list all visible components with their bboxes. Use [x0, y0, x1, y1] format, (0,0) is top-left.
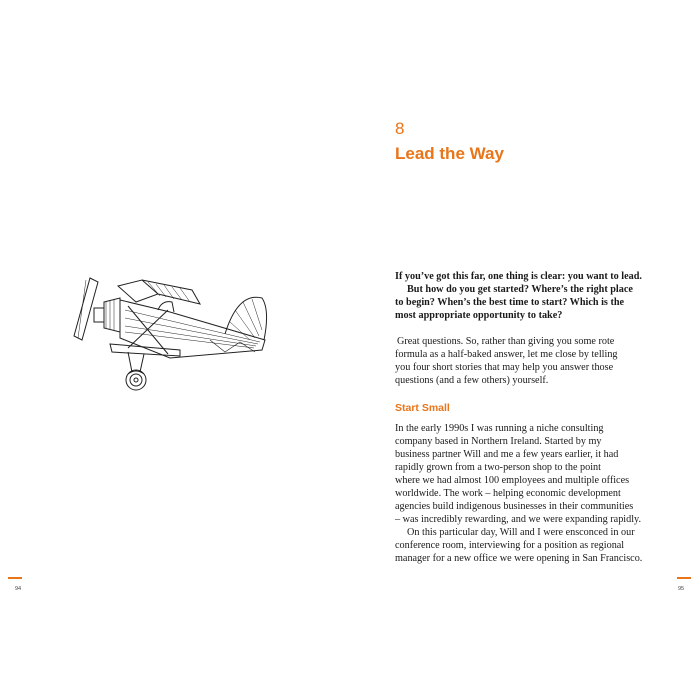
- intro-line: If you’ve got this far, one thing is clear: you want to lead.: [395, 271, 642, 282]
- intro-line: But how do you get started? Where’s the right place: [407, 284, 633, 295]
- intro-paragraph: [395, 270, 685, 322]
- paragraph-line: On this particular day, Will and I were ensconced in our: [407, 527, 635, 538]
- paragraph-start-small: [395, 422, 685, 565]
- paragraph-great-questions: [395, 335, 685, 387]
- paragraph-line: conference room, interviewing for a position as regional: [395, 540, 625, 551]
- paragraph-line: – was incredibly rewarding, and we were expanding rapidly.: [395, 514, 642, 525]
- paragraph-line: Great questions. So, rather than giving you some rote: [397, 336, 615, 347]
- chapter-number: 8: [395, 119, 405, 138]
- intro-line: to begin? When’s the best time to start? Which is the: [395, 297, 625, 308]
- right-folio-bar: [677, 577, 691, 579]
- right-page-number: 95: [678, 586, 685, 592]
- paragraph-line: In the early 1990s I was running a niche consulting: [395, 423, 604, 434]
- paragraph-line: agencies build indigenous businesses in their communities: [395, 501, 634, 512]
- paragraph-line: company based in Northern Ireland. Started by my: [395, 436, 602, 447]
- left-folio-bar: [8, 577, 22, 579]
- left-page-number: 94: [15, 586, 22, 592]
- paragraph-line: you four short stories that may help you answer those: [395, 362, 614, 373]
- paragraph-line: manager for a new office we were opening in San Francisco.: [395, 553, 643, 564]
- biplane-illustration: [40, 270, 280, 400]
- section-heading: Start Small: [395, 402, 450, 414]
- intro-line: most appropriate opportunity to take?: [395, 310, 563, 321]
- paragraph-line: worldwide. The work – helping economic development: [395, 488, 621, 499]
- chapter-title: Lead the Way: [395, 144, 504, 163]
- paragraph-line: formula as a half-baked answer, let me close by telling: [395, 349, 618, 360]
- paragraph-line: questions (and a few others) yourself.: [395, 375, 549, 386]
- paragraph-line: where we had almost 100 employees and multiple offices: [395, 475, 630, 486]
- paragraph-line: business partner Will and me a few years earlier, it had: [395, 449, 619, 460]
- paragraph-line: rapidly grown from a two-person shop to the point: [395, 462, 601, 473]
